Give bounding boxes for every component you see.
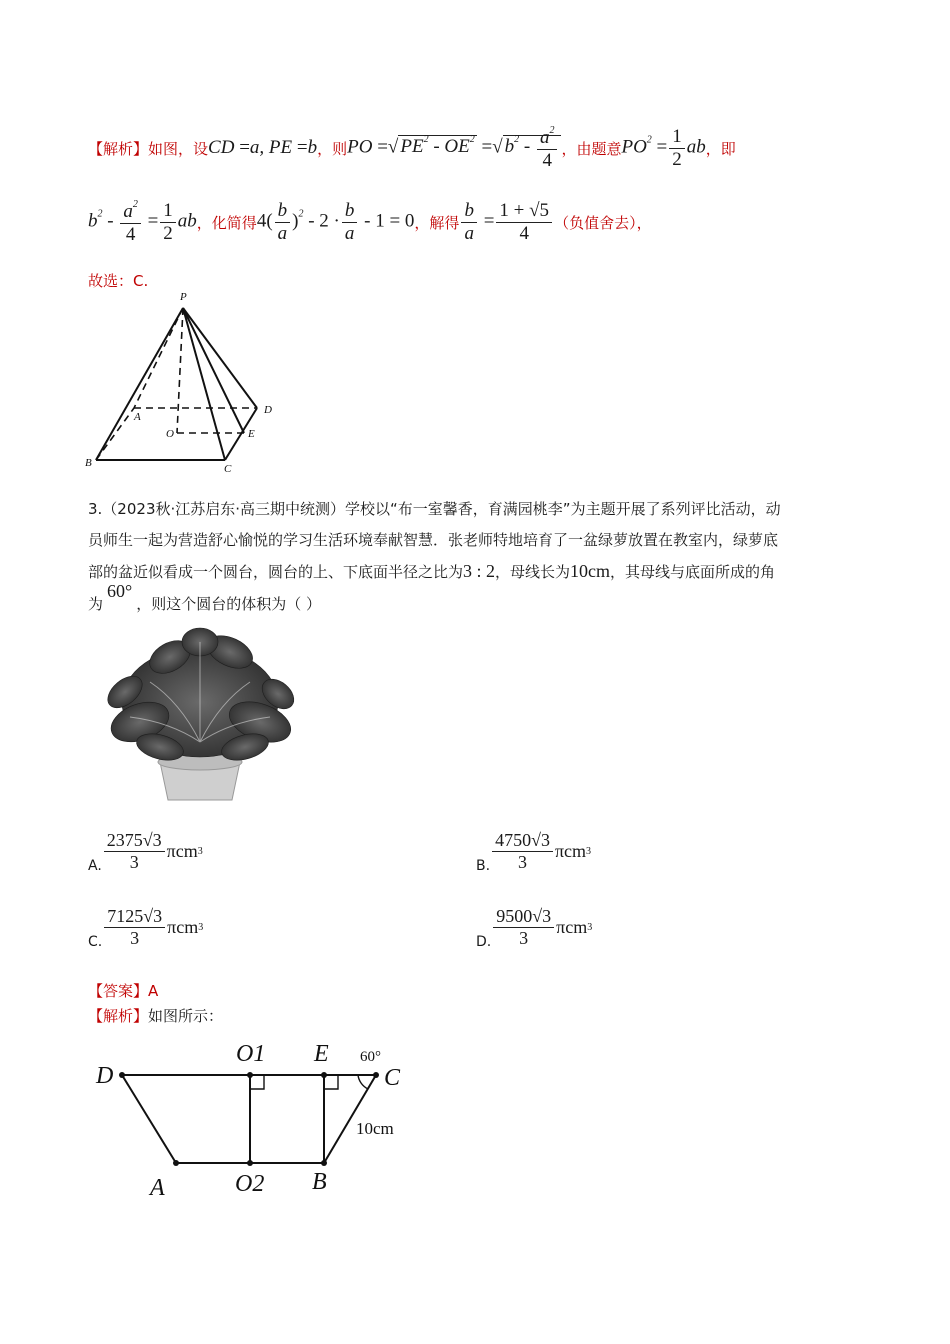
solution-text: ，化简得: [196, 213, 257, 232]
edge-ba: [96, 408, 134, 460]
edge-po: [177, 308, 183, 433]
conclusion: 故选：C.: [88, 272, 149, 290]
option-value: $\frac{2375√3}{3}$ πcm 3: [102, 830, 203, 872]
option-d[interactable]: [476, 904, 592, 950]
option-value: $\frac{4750√3}{3}$ πcm 3: [490, 830, 591, 872]
foliage: [102, 628, 300, 765]
analysis-line: [88, 1005, 223, 1026]
analysis-tag: 【解析】: [88, 139, 149, 158]
label-angle: 60°: [360, 1049, 381, 1065]
solution-line-2: [88, 192, 652, 252]
label-length: 10cm: [356, 1119, 394, 1138]
option-b[interactable]: [476, 828, 591, 874]
formula-equation: $b^2$ - $\frac{a^2}{4}$ = $\frac{1}{2}$ ab: [88, 198, 197, 245]
label-c: C: [384, 1065, 401, 1091]
option-a[interactable]: [88, 828, 203, 874]
option-label: C.: [88, 934, 103, 950]
frustum-section-figure: [90, 1035, 420, 1205]
solution-text: （负值舍去），: [554, 213, 652, 232]
formula-cd-pe: CD =a, PE =b: [208, 137, 318, 158]
question-line-1: 3.（2023秋·江苏启东·高三期中统测）学校以“布一室馨香，育满园桃李”为主题开展了系列评比活动，动: [88, 500, 781, 518]
solution-text: ，解得: [414, 213, 460, 232]
label-d: D: [96, 1063, 114, 1089]
label-a: A: [134, 411, 141, 423]
label-b: B: [312, 1169, 327, 1195]
formula-simplified: 4( $\frac{b}{a}$ )$^2$ - 2 · $\frac{b}{a}$ - 1 = 0: [256, 199, 415, 244]
solution-text: 如图，设: [148, 139, 209, 158]
plant-photo: [100, 622, 300, 804]
question-line-3: 部的盆近似看成一个圆台，圆台的上、下底面半径之比为3 : 2，母线长为10cm，其母线与底面所成的角: [88, 561, 776, 581]
answer-tag: 【答案】: [88, 982, 149, 1000]
angle-arc: [358, 1075, 368, 1089]
length-value: 10cm: [570, 561, 611, 581]
label-c: C: [224, 463, 232, 475]
option-c[interactable]: [88, 904, 203, 950]
option-label: D.: [476, 934, 492, 950]
label-e: E: [248, 428, 255, 440]
option-label: B.: [476, 858, 491, 874]
side-da: [122, 1075, 176, 1163]
solution-line-1: [88, 118, 736, 178]
label-o2: O2: [235, 1171, 265, 1197]
option-label: A.: [88, 858, 102, 874]
label-d: D: [264, 404, 272, 416]
label-o: O: [166, 428, 174, 440]
label-o1: O1: [236, 1041, 266, 1067]
question-line-2: 员师生一起为营造舒心愉悦的学习生活环境奉献智慧．张老师特地培育了一盆绿萝放置在教室内，绿萝底: [88, 531, 779, 549]
formula-po: PO =√ $PE^2 - OE^2$ =√ $b^2$ - $\frac{a^2}{4}$: [347, 125, 561, 172]
label-e: E: [314, 1041, 329, 1067]
answer-line: [88, 980, 158, 1001]
ratio-value: 3 : 2: [463, 561, 496, 581]
angle-value: 60°: [107, 581, 133, 601]
answer-value: A: [148, 982, 159, 1000]
edge-pd: [183, 308, 257, 408]
solution-text: ，则: [317, 139, 348, 158]
label-a: A: [150, 1175, 165, 1201]
edge-pa: [134, 308, 183, 408]
edge-pc: [183, 308, 225, 460]
label-p: P: [180, 291, 187, 303]
edge-pe: [183, 308, 244, 433]
question-line-4: 为60°，则这个圆台的体积为（ ）: [88, 581, 321, 613]
solution-text: ，即: [705, 139, 736, 158]
option-value: $\frac{9500√3}{3}$ πcm 3: [491, 906, 592, 948]
solution-text: ，由题意: [561, 139, 622, 158]
formula-solution: $\frac{b}{a}$ = $\frac{1 + √5}{4}$: [459, 200, 554, 245]
analysis-tag: 【解析】: [88, 1007, 149, 1025]
formula-po-sq: $PO^2$ = $\frac{1}{2}$ ab: [621, 125, 706, 170]
question-3: [88, 494, 878, 620]
option-value: $\frac{7125√3}{3}$ πcm 3: [102, 906, 203, 948]
analysis-text: 如图所示：: [148, 1007, 224, 1025]
label-b: B: [85, 457, 92, 469]
pyramid-figure: [82, 288, 282, 478]
